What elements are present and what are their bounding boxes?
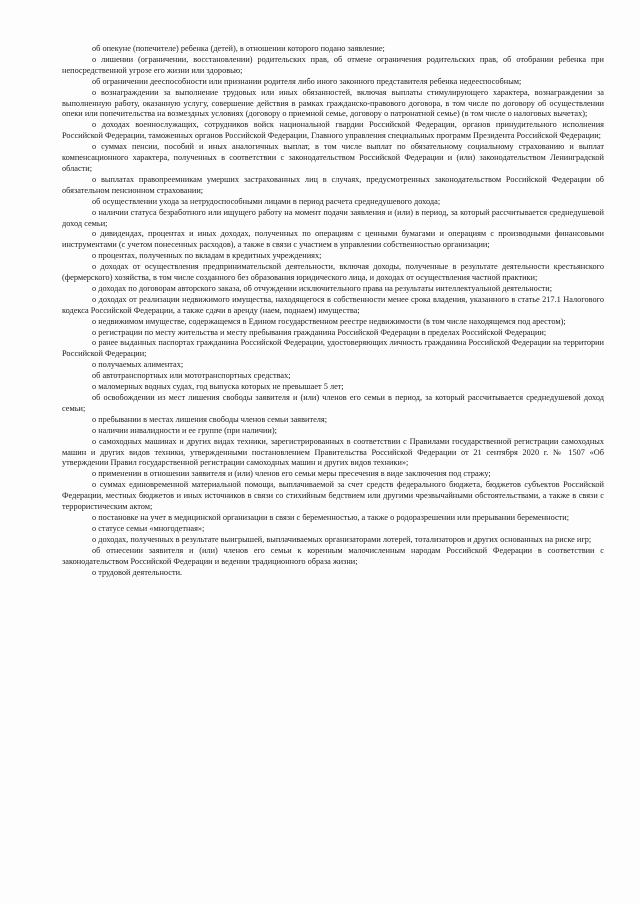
paragraph: о доходах по договорам авторского заказа, об отчуждении исключительного права на результаты интеллектуальной деятельности; [92, 283, 553, 293]
paragraph: о доходах от реализации недвижимого имущества, находящегося в собственности менее срока владения, указанного в статье 217.1 Налогового кодекса Российской Федерации, а также сдачи в аренду (наем, поднаем) имущества; [62, 294, 604, 315]
paragraph: об отнесении заявителя и (или) членов его семьи к коренным малочисленным народам Российской Федерации в соответствии с законодательством Российской Федерации и ведении традиционного образа жизни; [62, 545, 604, 566]
paragraph: о трудовой деятельности. [92, 567, 183, 577]
paragraph: о маломерных водных судах, год выпуска которых не превышает 5 лет; [92, 382, 344, 392]
paragraph: о получаемых алиментах; [92, 360, 184, 370]
paragraph: об ограничении дееспособности или признании родителя либо иного законного представителя ребенка недееспособным; [92, 76, 522, 86]
paragraph: об автотранспортных или мототранспортных средствах; [92, 371, 291, 381]
paragraph: о статусе семьи «многодетная»; [92, 523, 205, 533]
paragraph: о вознаграждении за выполнение трудовых или иных обязанностей, включая выплаты стимулирующего характера, вознаграждении за выполненную работу, оказанную услугу, совершение действия в рамках гражданско-правового договора, в том числе по договору об осуществлении опеки или попечительства на возмездных условиях (договору о приемной семье, договору о патронатной семье) (в том числе о налоговых вычетах); [62, 87, 604, 119]
paragraph: об опекуне (попечителе) ребенка (детей), в отношении которого подано заявление; [92, 44, 385, 53]
paragraph: о выплатах правопреемникам умерших застрахованных лиц в случаях, предусмотренных законодательством Российской Федерации об обязательном пенсионном страховании; [62, 174, 604, 195]
paragraph: о доходах от осуществления предпринимательской деятельности, включая доходы, полученные в результате деятельности крестьянского (фермерского) хозяйства, в том числе созданного без образования юридического лица, и доходах от осуществления частной практики; [62, 262, 604, 283]
paragraph: о суммах пенсии, пособий и иных аналогичных выплат, в том числе выплат по обязательному социальному страхованию и выплат компенсационного характера, полученных в соответствии с законодательством Российской Федерации и (или) законодательством Ленинградской области; [62, 142, 604, 173]
paragraph: о самоходных машинах и других видах техники, зарегистрированных в соответствии с Правилами государственной регистрации самоходных машин и других видов техники, утвержденными постановлением Правительства Российской Федерации от 21 сентября 2020 г. № 1507 «Об утверждении Правил государственной регистрации самоходных машин и других видов техники»; [62, 436, 604, 468]
paragraph: о применении в отношении заявителя и (или) членов его семьи меры пресечения в виде заключения под стражу; [92, 469, 491, 479]
paragraph: о доходах военнослужащих, сотрудников войск национальной гвардии Российской Федерации, органов принудительного исполнения Российской Федерации, таможенных органов Российской Федерации, Главного управления специальных программ Президента Российской Федерации; [62, 120, 604, 141]
paragraph: об осуществлении ухода за нетрудоспособными лицами в период расчета среднедушевого дохода; [92, 196, 441, 206]
paragraph: о лишении (ограничении, восстановлении) родительских прав, об отмене ограничения родительских прав, об отобрании ребенка при непосредственной угрозе его жизни или здоровью; [62, 54, 604, 75]
paragraph: о наличии инвалидности и ее группе (при наличии); [92, 425, 277, 435]
paragraph: о постановке на учет в медицинской организации в связи с беременностью, а также о родоразрешении или прерывании беременности; [92, 512, 570, 522]
paragraph: об освобождении из мест лишения свободы заявителя и (или) членов его семьи в период, за который рассчитывается среднедушевой доход семьи; [62, 393, 604, 413]
paragraph: о недвижимом имуществе, содержащемся в Едином государственном реестре недвижимости (в том числе находящемся под арестом); [92, 316, 566, 326]
paragraph: о регистрации по месту жительства и месту пребывания гражданина Российской Федерации в пределах Российской Федерации; [92, 327, 547, 337]
paragraph: о наличии статуса безработного или ищущего работу на момент подачи заявления и (или) в период, за который рассчитывается среднедушевой доход семьи; [62, 207, 604, 228]
paragraph: о дивидендах, процентах и иных доходах, полученных по операциям с ценными бумагами и операциям с производными финансовыми инструментами (с учетом понесенных расходов), а также в связи с участием в управлении собственностью организации; [62, 229, 604, 250]
paragraph: о ранее выданных паспортах гражданина Российской Федерации, удостоверяющих личность гражданина Российской Федерации на территории Российской Федерации; [62, 338, 604, 359]
paragraph: о процентах, полученных по вкладам в кредитных учреждениях; [92, 251, 322, 261]
paragraph: о суммах единовременной материальной помощи, выплачиваемой за счет средств федерального бюджета, бюджетов субъектов Российской Федерации, местных бюджетов и иных источников в связи со стихийным бедствием или другими чрезвычайными обстоятельствами, а также в связи с террористическим актом; [62, 480, 604, 512]
paragraph: о доходах, полученных в результате выигрышей, выплачиваемых организаторами лотерей, тотализаторов и других основанных на риске игр; [92, 534, 592, 544]
paragraph: о пребывании в местах лишения свободы членов семьи заявителя; [92, 414, 328, 424]
